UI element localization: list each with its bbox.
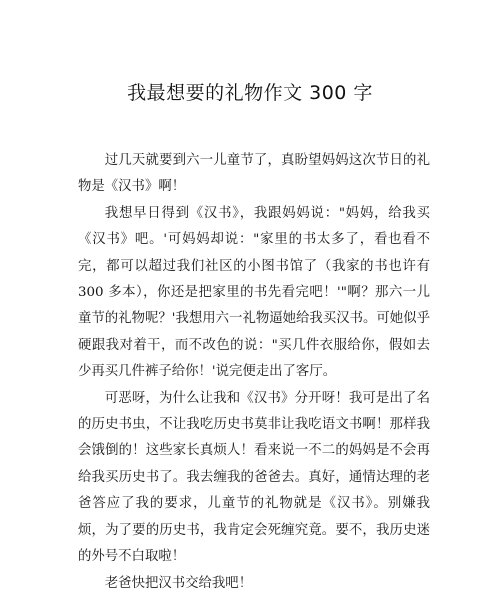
paragraph-2: 我想早日得到《汉书》，我跟妈妈说："妈妈，给我买《汉书》吧。'可妈妈却说："家里的书太多了，看也看不完，都可以超过我们社区的小图书馆了（我家的书也许有 300 多本），你还是把家里的书先看完吧！'"啊？那六一儿童节的礼物呢？'我想用六一礼物逼她给我买汉书。可她似乎硬跟我对着干，而不改色的说："买几件衣服给你，假如去少再买几件裤子给你！'说完便走出了客厅。 xyxy=(78,205,430,380)
paragraph-4: 老爸快把汉书交给我吧！ xyxy=(104,575,253,591)
paragraph-3: 可恶呀，为什么让我和《汉书》分开呀！我可是出了名的历史书虫，不让我吃历史书莫非让我吃语文书啊！那样我会饿倒的！这些家长真烦人！看来说一不二的妈妈是不会再给我买历史书了。我去缠我的爸爸去。真好，通情达理的老爸答应了我的要求，儿童节的礼物就是《汉书》。别嫌我烦，为了要的历史书，我肯定会死缠究竟。要不，我历史迷的外号不白取啦！ xyxy=(78,390,430,565)
paragraph-1: 过几天就要到六一儿童节了，真盼望妈妈这次节日的礼物是《汉书》啊！ xyxy=(78,153,430,195)
document-title: 我最想要的礼物作文 300 字 xyxy=(127,82,373,104)
document-body xyxy=(78,148,430,597)
